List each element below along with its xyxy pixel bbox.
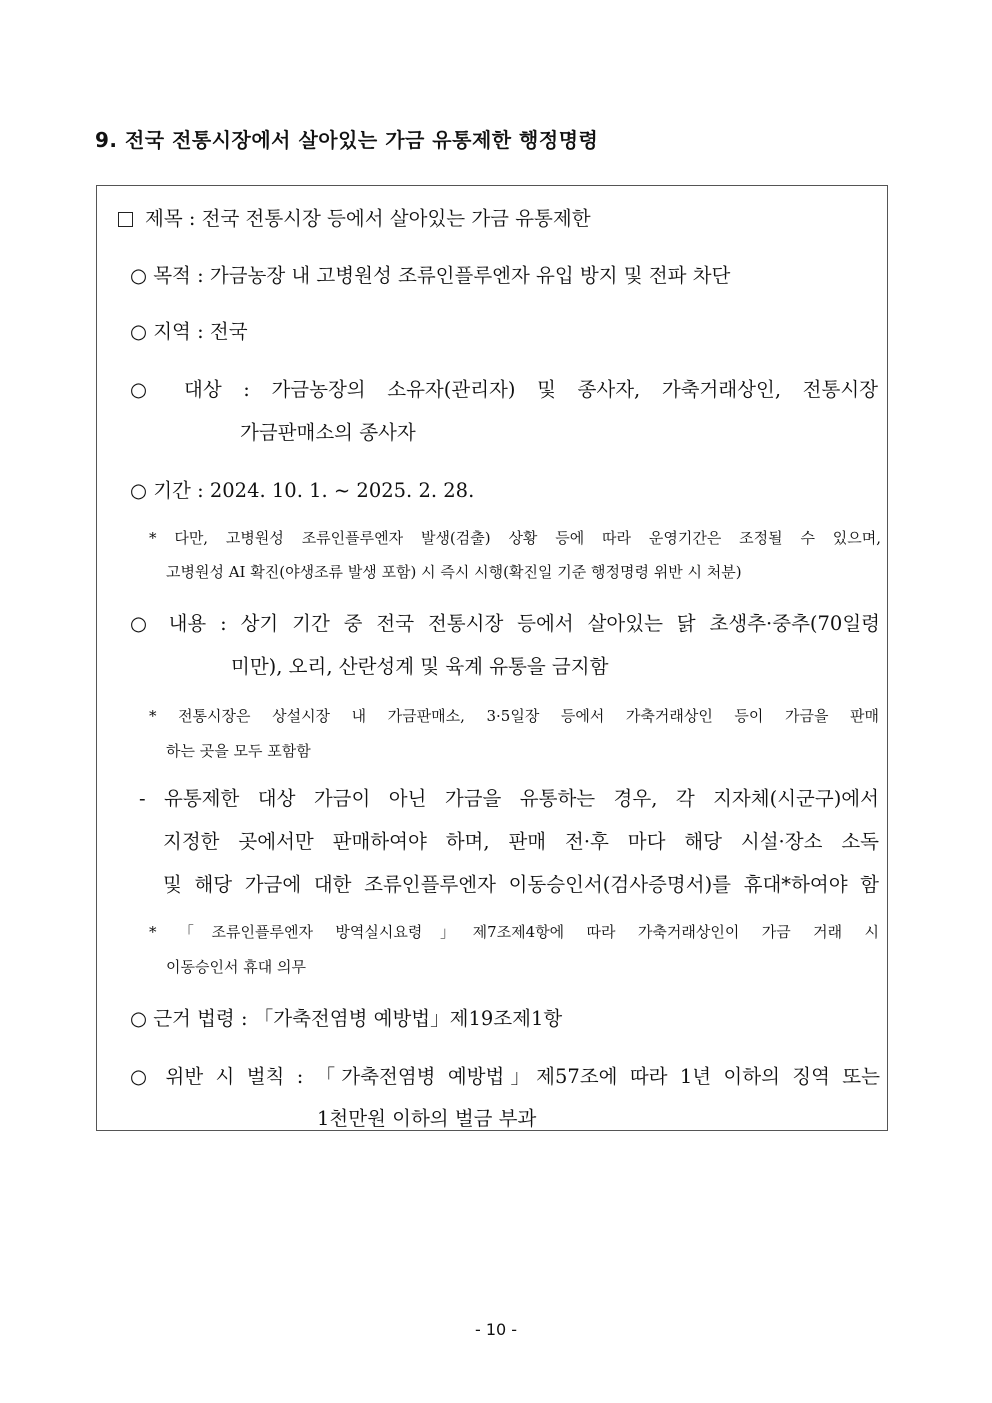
- purpose-line: ○ 목적 : 가금농장 내 고병원성 조류인플루엔자 유입 방지 및 전파 차단: [130, 264, 731, 287]
- target-line-2: 가금판매소의 종사자: [240, 421, 416, 444]
- notice-box: [96, 185, 888, 1131]
- law-line: ○ 근거 법령 : 「가축전염병 예방법」제19조제1항: [130, 1007, 563, 1030]
- dash-line-1: - 유통제한 대상 가금이 아닌 가금을 유통하는 경우, 각 지자체(시군구)에서: [139, 787, 879, 810]
- dash-line-2: 지정한 곳에서만 판매하여야 하며, 판매 전·후 마다 해당 시설·장소 소독: [163, 830, 879, 853]
- section-heading: 9. 전국 전통시장에서 살아있는 가금 유통제한 행정명령: [95, 128, 599, 152]
- dash-note-1: * 「조류인플루엔자 방역실시요령」제7조제4항에 따라 가축거래상인이 가금 거래 시: [149, 923, 879, 941]
- penalty-line-1: ○ 위반 시 벌칙 : 「가축전염병 예방법」제57조에 따라 1년 이하의 징역 또는: [130, 1065, 880, 1088]
- period-line: ○ 기간 : 2024. 10. 1. ~ 2025. 2. 28.: [130, 479, 475, 502]
- penalty-line-2: 1천만원 이하의 벌금 부과: [317, 1107, 537, 1130]
- checkbox-square-icon: [118, 212, 133, 227]
- title-text: 제목 : 전국 전통시장 등에서 살아있는 가금 유통제한: [145, 207, 591, 230]
- page-number: - 10 -: [474, 1320, 518, 1339]
- target-line-1: ○ 대상 : 가금농장의 소유자(관리자) 및 종사자, 가축거래상인, 전통시장: [130, 378, 878, 401]
- content-note-2: 하는 곳을 모두 포함함: [166, 742, 311, 760]
- content-line-2: 미만), 오리, 산란성계 및 육계 유통을 금지함: [231, 655, 609, 678]
- dash-line-3: 및 해당 가금에 대한 조류인플루엔자 이동승인서(검사증명서)를 휴대*하여야 함: [163, 873, 879, 896]
- region-line: ○ 지역 : 전국: [130, 320, 248, 343]
- period-note-1: * 다만, 고병원성 조류인플루엔자 발생(검출) 상황 등에 따라 운영기간은 조정될 수 있으며,: [149, 529, 881, 547]
- period-note-2: 고병원성 AI 확진(야생조류 발생 포함) 시 즉시 시행(확진일 기준 행정명령 위반 시 처분): [166, 563, 742, 581]
- dash-note-2: 이동승인서 휴대 의무: [166, 958, 306, 976]
- content-line-1: ○ 내용 : 상기 기간 중 전국 전통시장 등에서 살아있는 닭 초생추·중추(70일령: [130, 612, 880, 635]
- content-note-1: * 전통시장은 상설시장 내 가금판매소, 3·5일장 등에서 가축거래상인 등이 가금을 판매: [149, 707, 879, 725]
- title-line: [118, 204, 591, 234]
